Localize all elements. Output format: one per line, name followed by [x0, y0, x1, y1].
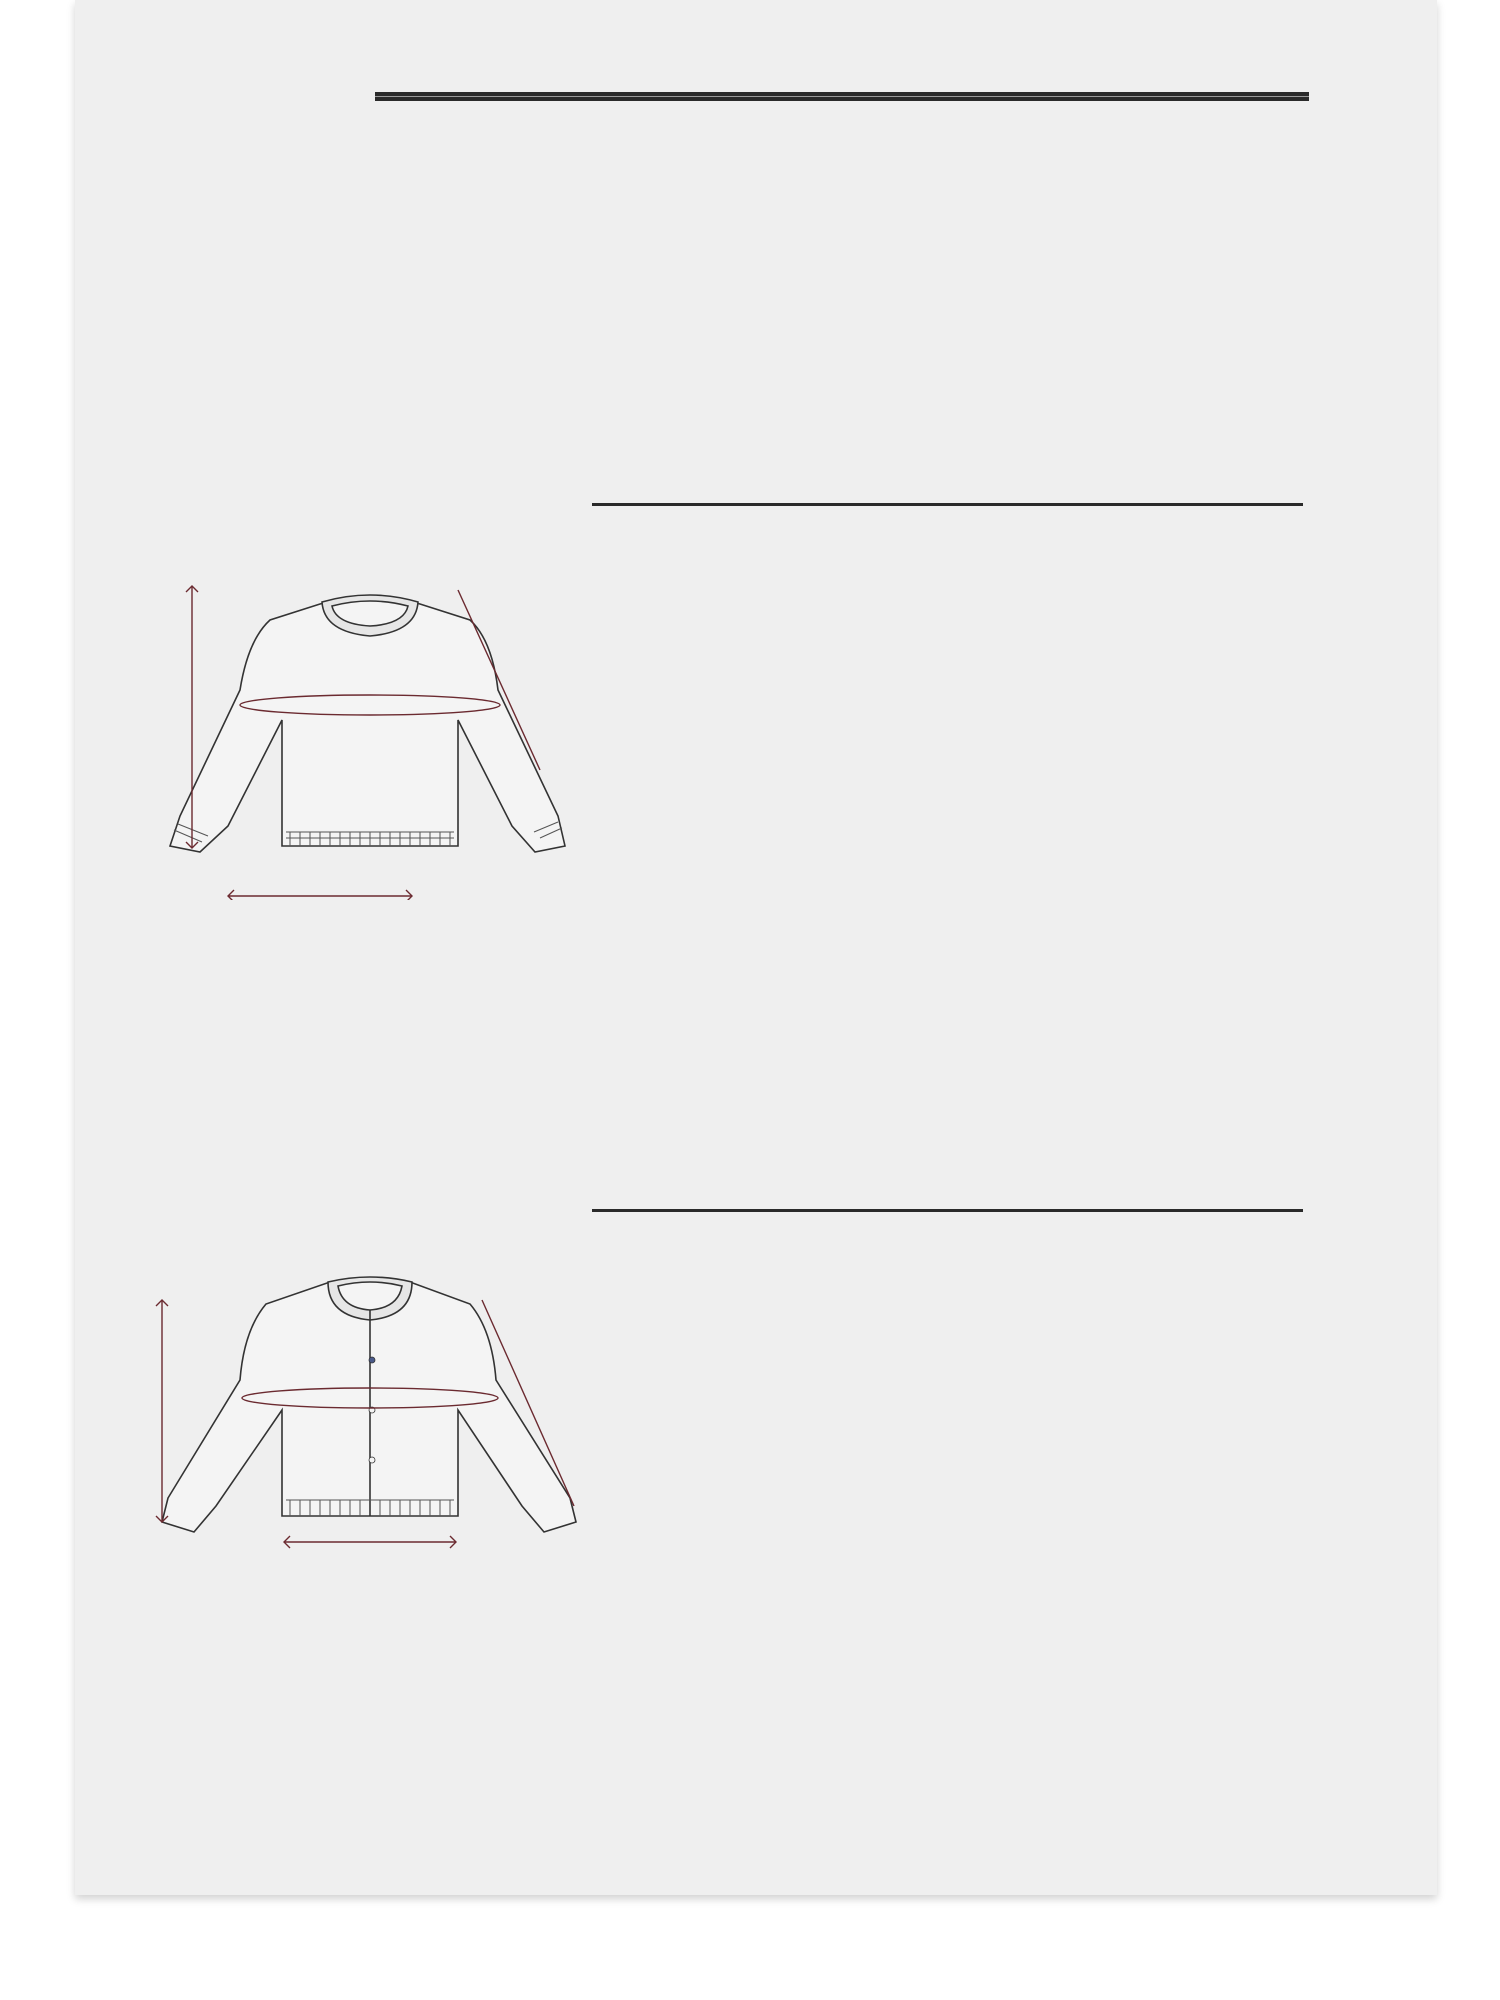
- cardigan-illustration: [130, 1270, 600, 1580]
- cardigan-size-table: [592, 1209, 1303, 1212]
- button-icon: [369, 1457, 375, 1463]
- size-guide-table: [375, 92, 1309, 101]
- pullover-size-table: [592, 503, 1303, 506]
- pullover-sweater-illustration: [140, 580, 600, 900]
- page-subtitle: [212, 82, 284, 194]
- button-icon: [369, 1357, 375, 1363]
- size-chart-card: [75, 0, 1437, 1895]
